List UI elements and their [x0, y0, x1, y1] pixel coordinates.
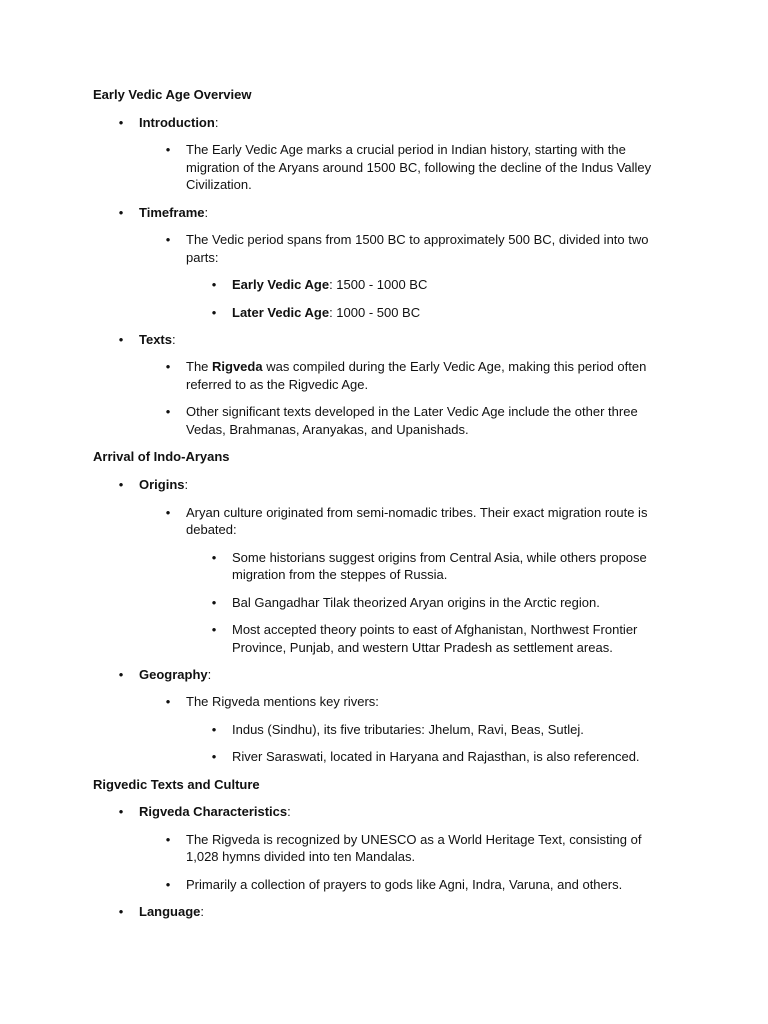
bullet-icon: •	[211, 721, 217, 737]
list-item	[211, 549, 668, 584]
text-run: Most accepted theory points to east of Afghanistan, Northwest Frontier Province, Punjab, and western Uttar Pradesh as settlement areas.	[232, 622, 638, 655]
list-item-text	[186, 876, 668, 894]
bullet-icon: •	[165, 831, 171, 847]
text-run: was compiled during the Early Vedic Age, making this period often referred to as the Rigvedic Age.	[186, 359, 647, 392]
bullet-icon: •	[211, 749, 217, 765]
text-run: : 1500 - 1000 BC	[329, 277, 428, 293]
bullet-icon: •	[165, 504, 171, 520]
list-item	[118, 331, 668, 349]
bold-term: Origins	[139, 477, 185, 493]
list-item-text	[186, 504, 668, 539]
list-item	[165, 231, 668, 266]
list-item-text	[232, 594, 668, 612]
text-run: The Rigveda is recognized by UNESCO as a World Heritage Text, consisting of 1,028 hymns divided into ten Mandalas.	[186, 831, 642, 865]
list-item	[118, 803, 668, 821]
text-run: :	[214, 114, 219, 130]
bullet-icon: •	[118, 667, 124, 682]
list-item	[118, 114, 668, 132]
list-item-text	[186, 831, 668, 866]
bullet-icon: •	[118, 804, 124, 820]
list-item	[165, 831, 668, 866]
bullet-icon: •	[118, 332, 124, 347]
bold-term: Rigveda	[212, 359, 263, 375]
list-item	[211, 748, 668, 766]
bullet-icon: •	[118, 204, 124, 220]
bullet-icon: •	[211, 277, 217, 293]
bullet-icon: •	[211, 304, 217, 320]
section-heading: Rigvedic Texts and Culture	[93, 776, 260, 792]
text-run: Some historians suggest origins from Central Asia, while others propose migration from the steppes of Russia.	[232, 549, 647, 583]
bold-term: Introduction	[139, 114, 215, 130]
list-item	[211, 276, 668, 294]
text-run: :	[200, 904, 205, 920]
text-run: : 1000 - 500 BC	[329, 304, 421, 320]
bullet-icon: •	[211, 594, 217, 610]
list-item-text	[139, 476, 668, 494]
list-item-text	[139, 331, 668, 349]
list-item	[165, 876, 668, 894]
list-item	[211, 304, 668, 322]
list-item	[118, 666, 668, 684]
bullet-icon: •	[118, 477, 124, 493]
text-run: Indus (Sindhu), its five tributaries: Jhelum, Ravi, Beas, Sutlej.	[232, 721, 584, 737]
list-item-text	[232, 549, 668, 584]
list-item-text	[232, 748, 668, 766]
list-item	[165, 693, 668, 711]
bold-term: Later Vedic Age	[232, 304, 330, 320]
list-item-text	[139, 204, 668, 222]
text-run: Primarily a collection of prayers to gods like Agni, Indra, Varuna, and others.	[186, 876, 623, 892]
bullet-icon: •	[211, 622, 217, 637]
bold-term: Language	[139, 904, 201, 920]
section-heading: Early Vedic Age Overview	[93, 87, 252, 102]
list-item	[118, 476, 668, 494]
list-item	[165, 504, 668, 539]
bullet-icon: •	[165, 694, 171, 710]
list-item-text	[186, 403, 668, 438]
bullet-icon: •	[165, 142, 171, 158]
bold-term: Geography	[139, 667, 208, 682]
list-item	[165, 403, 668, 438]
list-item-text	[186, 231, 668, 266]
list-item-text	[186, 141, 668, 194]
bold-term: Early Vedic Age	[232, 277, 330, 293]
list-item-text	[186, 358, 668, 393]
list-item-text	[232, 721, 668, 739]
text-run: The	[186, 359, 213, 375]
list-item	[211, 621, 668, 656]
list-item-text	[232, 276, 668, 294]
text-run: Aryan culture originated from semi-nomadic tribes. Their exact migration route is debated:	[186, 504, 648, 538]
list-item	[165, 358, 668, 393]
list-item-text	[139, 114, 668, 132]
text-run: :	[204, 204, 209, 220]
section-heading: Arrival of Indo-Aryans	[93, 449, 230, 465]
text-run: Other significant texts developed in the Later Vedic Age include the other three Vedas, Brahmanas, Aranyakas, and Upanishads.	[186, 404, 638, 437]
text-run: :	[287, 804, 291, 820]
text-run: The Rigveda mentions key rivers:	[186, 694, 379, 710]
text-run: The Vedic period spans from 1500 BC to approximately 500 BC, divided into two parts:	[186, 232, 649, 265]
list-item	[165, 141, 668, 194]
list-item	[211, 594, 668, 612]
bullet-icon: •	[118, 114, 124, 130]
list-item-text	[232, 304, 668, 322]
text-run: :	[184, 477, 189, 493]
text-run: River Saraswati, located in Haryana and Rajasthan, is also referenced.	[232, 749, 640, 765]
text-run: :	[172, 332, 176, 347]
bold-term: Rigveda Characteristics	[139, 804, 288, 820]
list-item-text	[139, 803, 668, 821]
list-item-text	[139, 903, 668, 921]
bullet-icon: •	[211, 549, 217, 565]
text-run: The Early Vedic Age marks a crucial period in Indian history, starting with the migration of the Aryans around 1500 BC, following the decline of the Indus Valley Civilization.	[186, 142, 652, 193]
bold-term: Texts	[139, 332, 172, 347]
bullet-icon: •	[165, 359, 171, 375]
text-run: :	[207, 667, 212, 682]
list-item	[211, 721, 668, 739]
list-item	[118, 903, 668, 921]
bullet-icon: •	[118, 904, 124, 920]
list-item	[118, 204, 668, 222]
bullet-icon: •	[165, 404, 171, 420]
bullet-icon: •	[165, 876, 171, 892]
list-item-text	[186, 693, 668, 711]
bullet-icon: •	[165, 232, 171, 248]
list-item-text	[232, 621, 668, 656]
list-item-text	[139, 666, 668, 684]
text-run: Bal Gangadhar Tilak theorized Aryan origins in the Arctic region.	[232, 594, 600, 610]
bold-term: Timeframe	[139, 204, 205, 220]
